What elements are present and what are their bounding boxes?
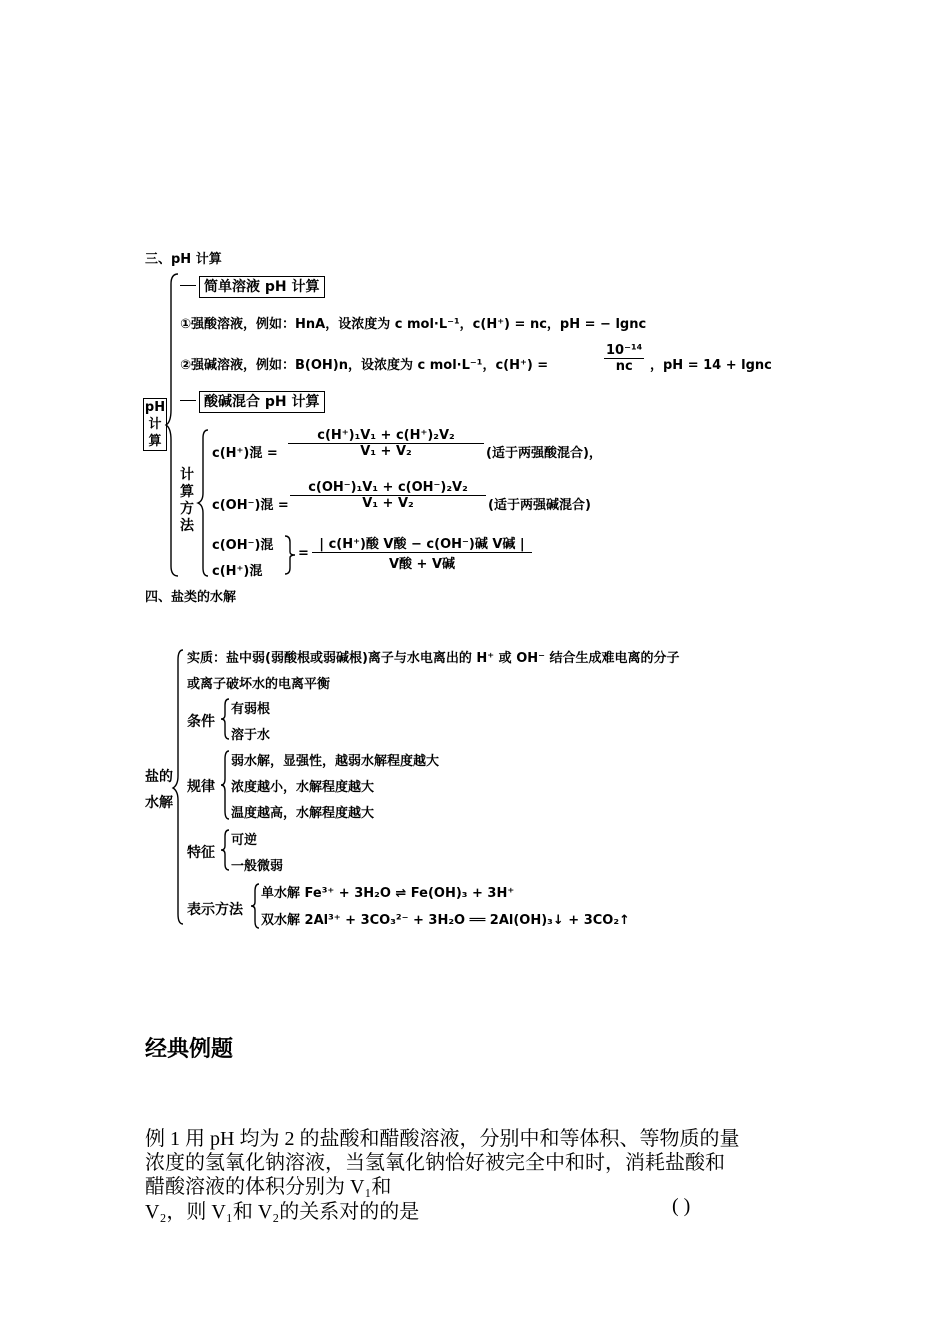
condition-item: 溶于水: [231, 728, 271, 743]
fraction-numerator: c(OH⁻)₁V₁ + c(OH⁻)₂V₂: [308, 480, 468, 495]
fraction-numerator: 10⁻¹⁴: [606, 343, 643, 358]
answer-parentheses: ( ): [672, 1195, 691, 1217]
method-label-char: 方: [180, 501, 194, 517]
formula1-note: (适于两强酸混合)，: [486, 446, 602, 461]
fraction-denominator: V₁ + V₂: [290, 495, 486, 511]
formula3-fraction: [312, 533, 532, 572]
strong-base-fraction: [604, 343, 644, 374]
strong-base-item-post: ，pH = 14 + lgnc: [650, 358, 772, 373]
formula2-fraction: [290, 480, 486, 511]
formula3-bottom: c(H⁺)混: [212, 564, 263, 579]
examples-heading: 经典例题: [145, 1037, 234, 1062]
condition-item: 有弱根: [231, 702, 271, 717]
fraction-denominator: nc: [604, 358, 644, 374]
method-label-char: 法: [180, 518, 194, 534]
rule-item: 弱水解，显强性，越弱水解程度越大: [231, 754, 440, 769]
formula1-fraction: [288, 428, 484, 459]
feature-item: 可逆: [231, 833, 258, 848]
example1-line4: V₂，则 V₁和 V₂的关系对的的是: [145, 1201, 420, 1223]
rule-item: 浓度越小，水解程度越大: [231, 780, 375, 795]
formula3-right-brace: [285, 534, 295, 576]
salt-root-label-line: 盐的: [145, 769, 173, 785]
branch-dash: [180, 285, 196, 286]
fraction-denominator: V酸 + V碱: [312, 552, 532, 572]
ph-root-label-line: 算: [148, 434, 162, 449]
salt-root-label: [145, 764, 173, 816]
formula2-left: c(OH⁻)混 =: [212, 498, 289, 513]
formula3-equals: =: [298, 546, 309, 561]
ph-main-brace: [166, 272, 180, 578]
salt-root-label-line: 水解: [145, 795, 173, 811]
salt-main-brace: [173, 648, 185, 926]
rule-label: 规律: [187, 779, 215, 795]
formula1-left: c(H⁺)混 =: [212, 446, 278, 461]
strong-acid-item: ①强酸溶液，例如：HnA，设浓度为 c mol·L⁻¹，c(H⁺) = nc，pH = − lgnc: [180, 317, 647, 332]
example1-line2: 浓度的氢氧化钠溶液，当氢氧化钠恰好被完全中和时，消耗盐酸和: [145, 1152, 725, 1174]
repr-item-double: 双水解 2Al³⁺ + 3CO₃²⁻ + 3H₂O ══ 2Al(OH)₃↓ + 3CO₂↑: [261, 913, 630, 928]
strong-base-item-pre: ②强碱溶液，例如：B(OH)n，设浓度为 c mol·L⁻¹，c(H⁺) =: [180, 358, 549, 373]
salt-section-heading: 四、盐类的水解: [145, 590, 237, 605]
fraction-denominator: V₁ + V₂: [288, 443, 484, 459]
ph-section-heading: 三、pH 计算: [145, 252, 222, 267]
essence-line1: 实质：盐中弱(弱酸根或弱碱根)离子与水电离出的 H⁺ 或 OH⁻ 结合生成难电离的分子: [187, 651, 680, 666]
feature-brace: [221, 828, 231, 872]
fraction-numerator: | c(H⁺)酸 V酸 − c(OH⁻)碱 V碱 |: [319, 537, 525, 552]
method-brace: [198, 428, 210, 578]
feature-item: 一般微弱: [231, 859, 284, 874]
rule-brace: [221, 749, 231, 821]
ph-root-label-line: 计: [148, 417, 162, 432]
mixed-solution-title: 酸碱混合 pH 计算: [199, 391, 325, 413]
example1-line1: 例 1 用 pH 均为 2 的盐酸和醋酸溶液，分别中和等体积、等物质的量: [145, 1128, 740, 1150]
branch-dash: [180, 400, 196, 401]
ph-root-label-line: pH: [144, 400, 166, 415]
method-label-char: 计: [180, 467, 194, 483]
method-label-char: 算: [180, 484, 194, 500]
repr-label: 表示方法: [187, 902, 243, 918]
example1-line3: 醋酸溶液的体积分别为 V₁和: [145, 1176, 392, 1198]
condition-brace: [221, 697, 231, 741]
feature-label: 特征: [187, 845, 215, 861]
ph-root-label: [143, 398, 167, 451]
formula3-top: c(OH⁻)混: [212, 538, 274, 553]
repr-brace: [251, 882, 261, 930]
condition-label: 条件: [187, 714, 215, 730]
fraction-numerator: c(H⁺)₁V₁ + c(H⁺)₂V₂: [317, 428, 455, 443]
simple-solution-title: 简单溶液 pH 计算: [199, 276, 325, 298]
formula2-note: (适于两强碱混合): [488, 498, 591, 513]
rule-item: 温度越高，水解程度越大: [231, 806, 375, 821]
repr-item-single: 单水解 Fe³⁺ + 3H₂O ⇌ Fe(OH)₃ + 3H⁺: [261, 886, 515, 901]
essence-line2: 或离子破坏水的电离平衡: [187, 677, 331, 692]
